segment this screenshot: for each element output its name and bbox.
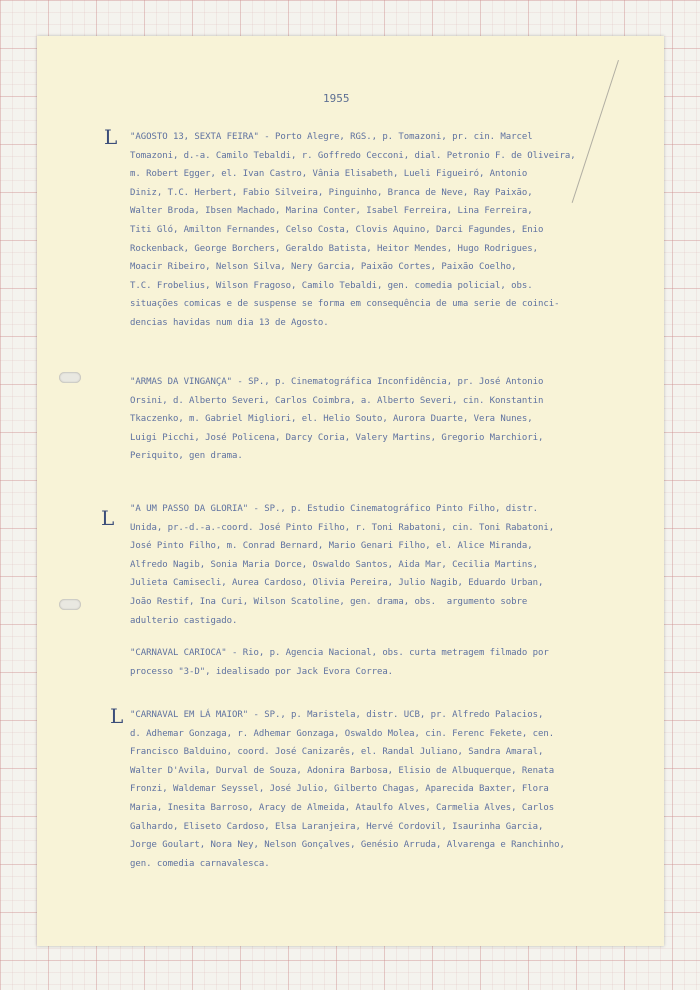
entry-line: Galhardo, Eliseto Cardoso, Elsa Laranjeira, Hervé Cordovil, Isaurinha Garcia, (130, 821, 544, 832)
film-entry (130, 644, 645, 681)
entry-line: Luigi Picchi, José Policena, Darcy Coria, Valery Martins, Gregorio Marchiori, (130, 432, 544, 443)
entry-line: Titi Gló, Amilton Fernandes, Celso Costa, Clovis Aquino, Darci Fagundes, Enio (130, 224, 544, 235)
entry-line: adulterio castigado. (130, 615, 238, 626)
entry-line: Alfredo Nagib, Sonia Maria Dorce, Oswaldo Santos, Aida Mar, Cecilia Martins, (130, 559, 539, 570)
entry-line: "ARMAS DA VINGANÇA" - SP., p. Cinematográfica Inconfidência, pr. José Antonio (130, 377, 544, 387)
entry-line: Jorge Goulart, Nora Ney, Nelson Gonçalves, Genésio Arruda, Alvarenga e Ranchinho, (130, 840, 565, 851)
entry-line: d. Adhemar Gonzaga, r. Adhemar Gonzaga, Oswaldo Molea, cin. Ferenc Fekete, cen. (130, 728, 555, 739)
entry-line: "CARNAVAL CARIOCA" - Rio, p. Agencia Nacional, obs. curta metragem filmado por (130, 648, 549, 658)
punch-hole-lower (59, 599, 81, 610)
entry-line: Moacir Ribeiro, Nelson Silva, Nery Garcia, Paixão Cortes, Paixão Coelho, (130, 262, 517, 273)
film-entry (130, 706, 645, 873)
entry-line: Walter D'Avila, Durval de Souza, Adonira Barbosa, Elisio de Albuquerque, Renata (130, 765, 555, 776)
entry-line: José Pinto Filho, m. Conrad Bernard, Mario Genari Filho, el. Alice Miranda, (130, 541, 533, 552)
entry-line: "CARNAVAL EM LÁ MAIOR" - SP., p. Maristela, distr. UCB, pr. Alfredo Palacios, (130, 710, 544, 720)
checkmark-1: L (104, 125, 118, 149)
entry-line: Julieta Camisecli, Aurea Cardoso, Olivia Pereira, Julio Nagib, Eduardo Urban, (130, 578, 544, 589)
entry-line: Unida, pr.-d.-a.-coord. José Pinto Filho, r. Toni Rabatoni, cin. Toni Rabatoni, (130, 522, 555, 533)
entry-line: Orsini, d. Alberto Severi, Carlos Coimbra, a. Alberto Severi, cin. Konstantin (130, 395, 544, 406)
entry-line: Tomazoni, d.-a. Camilo Tebaldi, r. Goffredo Cecconi, dial. Petronio F. de Oliveira, (130, 150, 576, 161)
entry-line: Rockenback, George Borchers, Geraldo Batista, Heitor Mendes, Hugo Rodrigues, (130, 243, 539, 254)
entry-line: João Restif, Ina Curi, Wilson Scatoline, gen. drama, obs. argumento sobre (130, 596, 528, 607)
film-entry (130, 500, 645, 630)
punch-hole-upper (59, 372, 81, 383)
entry-line: situações comicas e de suspense se forma em consequência de uma serie de coinci- (130, 299, 560, 310)
entry-line: Francisco Balduino, coord. José Canizarês, el. Randal Juliano, Sandra Amaral, (130, 747, 544, 758)
page-year: 1955 (323, 92, 350, 105)
entry-line: Periquito, gen drama. (130, 451, 243, 462)
entry-line: Diniz, T.C. Herbert, Fabio Silveira, Pinguinho, Branca de Neve, Ray Paixão, (130, 187, 533, 198)
checkmark-5: L (110, 704, 124, 728)
entry-line: "AGOSTO 13, SEXTA FEIRA" - Porto Alegre, RGS., p. Tomazoni, pr. cin. Marcel (130, 132, 533, 142)
entry-line: Walter Broda, Ibsen Machado, Marina Conter, Isabel Ferreira, Lina Ferreira, (130, 206, 533, 217)
entry-line: "A UM PASSO DA GLORIA" - SP., p. Estudio Cinematográfico Pinto Filho, distr. (130, 504, 539, 514)
entry-line: T.C. Frobelius, Wilson Fragoso, Camilo Tebaldi, gen. comedia policial, obs. (130, 280, 533, 291)
entry-line: m. Robert Egger, el. Ivan Castro, Vânia Elisabeth, Lueli Figueiró, Antonio (130, 169, 528, 180)
film-entry (130, 373, 645, 466)
film-entry (130, 128, 645, 333)
entry-line: processo "3-D", idealisado por Jack Evora Correa. (130, 666, 394, 677)
entry-line: dencias havidas num dia 13 de Agosto. (130, 317, 329, 328)
entry-line: Fronzi, Waldemar Seyssel, José Julio, Gilberto Chagas, Aparecida Baxter, Flora (130, 784, 549, 795)
entry-line: Maria, Inesita Barroso, Aracy de Almeida, Ataulfo Alves, Carmelia Alves, Carlos (130, 802, 555, 813)
entry-line: gen. comedia carnavalesca. (130, 858, 270, 869)
checkmark-3: L (101, 506, 115, 530)
entry-line: Tkaczenko, m. Gabriel Migliori, el. Helio Souto, Aurora Duarte, Vera Nunes, (130, 414, 533, 425)
